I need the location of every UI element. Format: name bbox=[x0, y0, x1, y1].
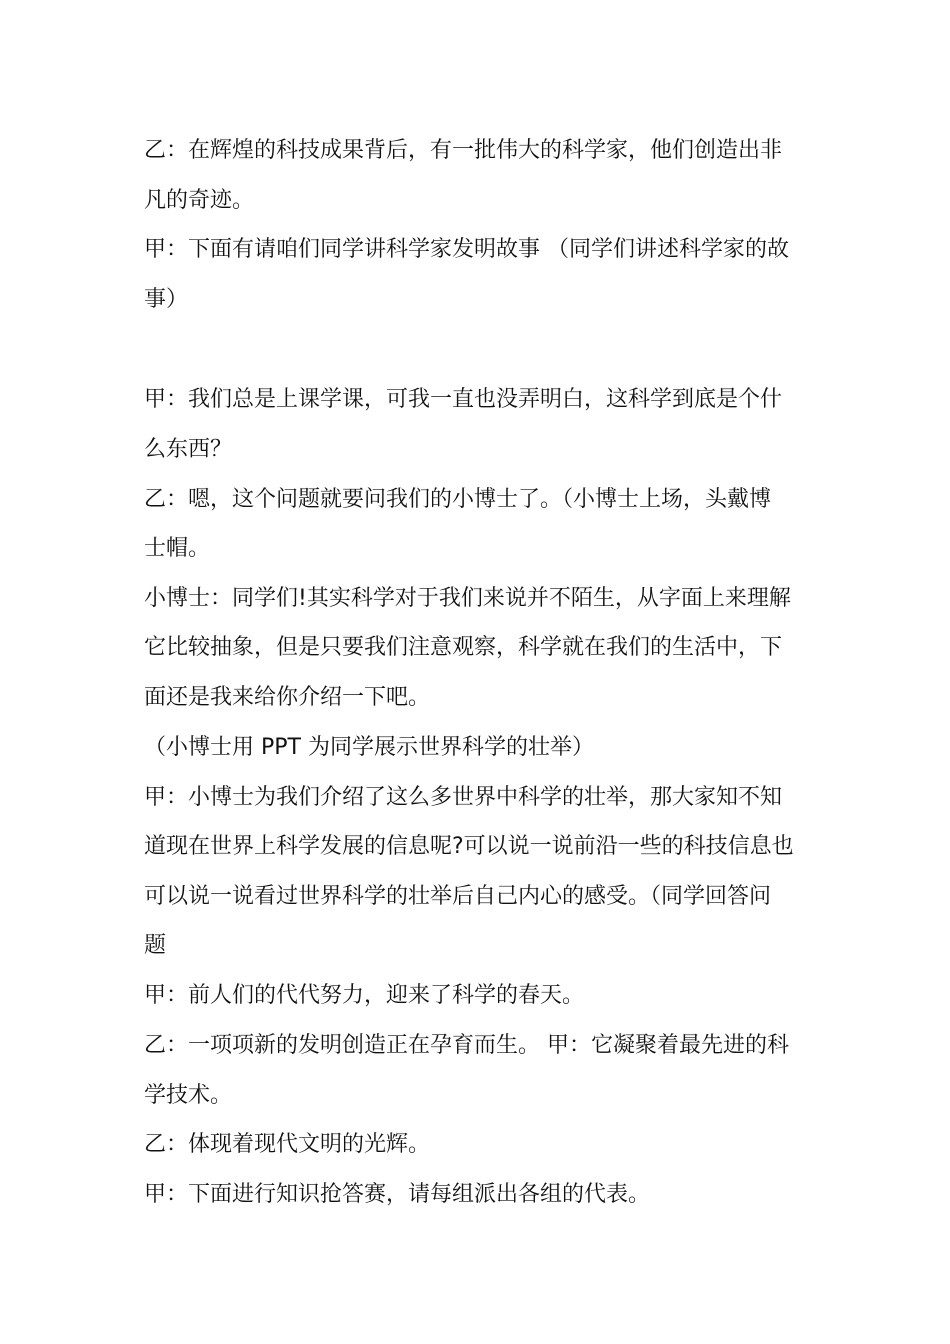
text-line: 面还是我来给你介绍一下吧。 bbox=[144, 685, 431, 710]
text-line: 题 bbox=[144, 933, 167, 958]
text-line: 事） bbox=[144, 287, 189, 312]
text-line: 乙：体现着现代文明的光辉。 bbox=[144, 1132, 431, 1157]
text-line: 甲：小博士为我们介绍了这么多世界中科学的壮举，那大家知不知 bbox=[144, 785, 783, 810]
text-line: 乙：嗯，这个问题就要问我们的小博士了。（小博士上场，头戴博 bbox=[144, 487, 772, 512]
text-line: 么东西？ bbox=[144, 437, 233, 462]
text-line: 凡的奇迹。 bbox=[144, 188, 255, 213]
text-line: （小博士用 PPT 为同学展示世界科学的壮举） bbox=[144, 735, 594, 760]
text-line: 小博士：同学们!其实科学对于我们来说并不陌生，从字面上来理解 bbox=[144, 586, 791, 611]
text-line: 士帽。 bbox=[144, 536, 211, 561]
text-line: 甲：下面有请咱们同学讲科学家发明故事 （同学们讲述科学家的故 bbox=[144, 237, 789, 262]
text-line: 甲：前人们的代代努力，迎来了科学的春天。 bbox=[144, 983, 585, 1008]
text-line: 学技术。 bbox=[144, 1083, 233, 1108]
text-line: 乙：在辉煌的科技成果背后，有一批伟大的科学家，他们创造出非 bbox=[144, 138, 783, 163]
text-line: 可以说一说看过世界科学的壮举后自己内心的感受。（同学回答问 bbox=[144, 884, 772, 909]
text-line: 甲：我们总是上课学课，可我一直也没弄明白，这科学到底是个什 bbox=[144, 387, 783, 412]
text-line: 道现在世界上科学发展的信息呢?可以说一说前沿一些的科技信息也 bbox=[144, 834, 794, 859]
text-line: 它比较抽象，但是只要我们注意观察，科学就在我们的生活中，下 bbox=[144, 635, 783, 660]
text-line: 甲：下面进行知识抢答赛，请每组派出各组的代表。 bbox=[144, 1182, 651, 1207]
text-line: 乙：一项项新的发明创造正在孕育而生。 甲：它凝聚着最先进的科 bbox=[144, 1033, 789, 1058]
